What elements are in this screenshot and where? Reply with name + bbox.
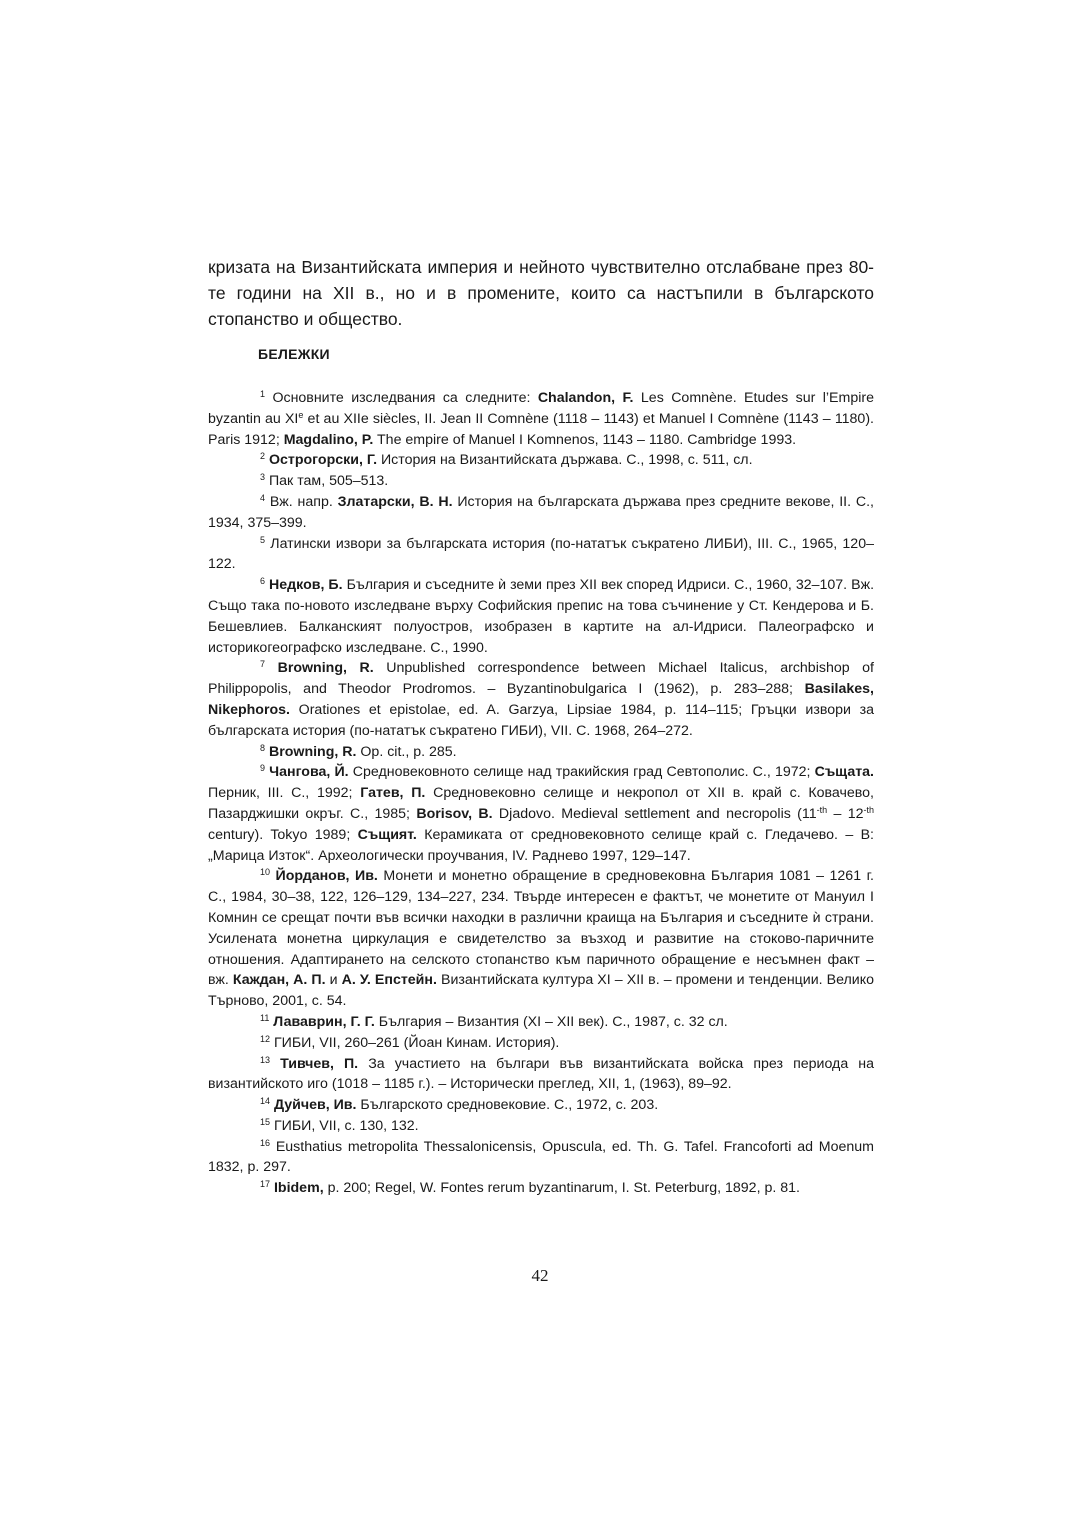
footnote-14 <box>208 1095 874 1116</box>
footnote-text: Djadovo. Medieval settlement and necropolis (11 <box>492 805 817 822</box>
footnote-author: Лававрин, Г. Г. <box>273 1013 375 1030</box>
footnote-number: 15 <box>260 1116 271 1127</box>
footnote-author: Ibidem, <box>273 1180 324 1197</box>
footnote-text: История на българската държава през средните векове, II. С., 1934, 375–399. <box>208 493 874 531</box>
page-number: 42 <box>531 1266 549 1285</box>
footnote-number: 16 <box>260 1137 271 1148</box>
footnote-author: Browning, R. <box>268 743 357 760</box>
footnote-3 <box>208 471 874 492</box>
superscript: -th <box>816 804 828 815</box>
footnote-7 <box>208 658 874 741</box>
footnote-text: Средновековното селище над тракийския град Севтополис. С., 1972; <box>348 764 815 781</box>
footnote-text: et au XIIe siècles, II. Jean II Comnène (1118 – 1143) et Manuel I Comnène (1143 – 1180). Paris 1912; <box>208 410 874 448</box>
footnote-author: Същият. <box>357 826 417 843</box>
footnote-text: Керамиката от средновековното селище край с. Гледачево. – В: „Марица Изток“. Археологически проучвания, IV. Раднево 1997, 129–147. <box>208 826 874 864</box>
footnote-author: Златарски, В. Н. <box>337 493 453 510</box>
footnote-9 <box>208 762 874 866</box>
footnote-text: The empire of Manuel I Komnenos, 1143 – 1180. Cambridge 1993. <box>373 431 797 448</box>
footnote-author: Каждан, А. П. <box>232 972 326 989</box>
footnote-text: Les Comnène. Etudes sur l’Empire byzantin au XI <box>208 390 874 427</box>
footnote-author: А. У. Епстейн. <box>341 972 437 989</box>
footnote-text: century). Tokyo 1989; <box>208 826 358 843</box>
footnote-number: 1 <box>260 389 266 399</box>
footnote-text: България – Византия (XI – XII век). С., 1987, с. 32 сл. <box>374 1013 728 1030</box>
footnote-text: Op. cit., p. 285. <box>356 743 457 760</box>
footnote-author: Йорданов, Ив. <box>275 868 378 885</box>
footnote-15 <box>208 1116 874 1137</box>
footnote-text: ГИБИ, VII, с. 130, 132. <box>273 1117 419 1134</box>
footnote-11 <box>208 1012 874 1033</box>
footnote-text: p. 200; Regel, W. Fontes rerum byzantinarum, I. St. Peterburg, 1892, p. 81. <box>323 1180 800 1197</box>
footnote-author: Basilakes, Nikephoros. <box>208 681 874 718</box>
footnote-16 <box>208 1137 874 1179</box>
footnote-number: 8 <box>260 742 266 753</box>
footnote-12 <box>208 1033 874 1054</box>
footnote-text: Eusthatius metropolita Thessalonicensis, Opuscula, ed. Th. G. Tafel. Francoforti ad Moenum 1832, p. 297. <box>208 1138 874 1176</box>
footnote-text: Вж. напр. <box>269 493 338 510</box>
footnote-text: За участието на българи във византийската войска през периода на византийското иго (1018 – 1185 г.). – Исторически преглед, XII, 1, (1963), 89–92. <box>208 1055 875 1093</box>
footnote-text: България и съседните ѝ земи през XII век според Идриси. С., 1960, 32–107. Вж. Също така по-новото изследване върху Софийския препис на това съчинение у Ст. Кендерова и Б. Бешевлиев. Балканският полуостров, изобразен в картите на ал-Идриси. Палеографско и историкогеографско изследване. С., 1990. <box>208 577 875 656</box>
footnote-number: 10 <box>260 867 271 878</box>
footnote-author: Magdalino, P. <box>283 431 374 448</box>
notes-heading: БЕЛЕЖКИ <box>258 346 330 362</box>
footnote-author: Чангова, Й. <box>269 764 349 781</box>
footnote-text: Unpublished correspondence between Michael Italicus, archbishop of Philippopolis, and Theodor Prodromos. – Byzantinobulgarica I (1962), p. 283–288; <box>208 660 875 698</box>
footnote-author: Chalandon, F. <box>537 390 634 406</box>
footnote-13 <box>208 1054 874 1096</box>
footnote-number: 9 <box>260 763 266 774</box>
footnote-text: Средновековно селище и некропол от XII в. край с. Ковачево, Пазарджишки окръг. С., 1985; <box>208 785 874 822</box>
footnote-5 <box>208 534 874 576</box>
footnote-text: Монети и монетно обращение в средновековна България 1081 – 1261 г. С., 1984, 30–38, 122, 126–129, 134–227, 234. Твърде интересен е фактът, че монетите от Мануил I Комнин се срещат почти във всички находки в различни краища на България и съседните ѝ страни. Усилената монетна циркулация е свидетелство за възход и развитие на стоково-паричните отношения. Адаптирането на селското стопанство към паричното обращение е несъмнен факт – вж. <box>208 868 874 989</box>
footnote-author: Острогорски, Г. <box>268 452 378 469</box>
superscript: e <box>298 409 304 420</box>
footnote-8 <box>208 742 874 763</box>
footnote-number: 17 <box>260 1179 271 1190</box>
footnote-2 <box>208 450 874 471</box>
footnote-text: Византийската култура XI – XII в. – промени и тенденции. Велико Търново, 2001, с. 54. <box>208 972 874 1010</box>
footnote-author: Дуйчев, Ив. <box>273 1097 357 1114</box>
footnote-number: 4 <box>260 492 266 503</box>
footnote-text: ГИБИ, VII, 260–261 (Йоан Кинам. История). <box>273 1034 560 1051</box>
footnotes-list <box>208 388 874 1199</box>
footnote-author: Същата. <box>814 764 874 781</box>
footnote-number: 11 <box>260 1012 270 1023</box>
footnote-author: Недков, Б. <box>269 577 343 594</box>
body-paragraph: кризата на Византийската империя и нейното чувствително отслабване през 80-те години на XII в., но и в промените, които са настъпили в българското стопанство и общество. <box>208 257 874 329</box>
footnote-author: Borisov, B. <box>416 805 493 822</box>
footnote-number: 2 <box>260 451 266 462</box>
footnote-text: и <box>325 972 342 989</box>
footnote-number: 6 <box>260 576 266 587</box>
footnote-number: 12 <box>260 1033 271 1044</box>
footnote-text: Основните изследвания са следните: <box>272 390 538 406</box>
superscript: -th <box>863 804 875 815</box>
footnote-text: Пак там, 505–513. <box>268 473 389 490</box>
footnote-text: Латински извори за българската история (по-нататък съкратено ЛИБИ), III. С., 1965, 120–122. <box>208 535 874 573</box>
footnote-number: 14 <box>260 1096 271 1107</box>
footnote-number: 5 <box>260 534 266 545</box>
footnote-text: Българското средновековие. С., 1972, с. 203. <box>356 1097 659 1114</box>
footnote-17 <box>208 1178 874 1199</box>
footnote-10 <box>208 866 874 1012</box>
footnote-text: – 12 <box>827 805 864 822</box>
footnote-text: Orationes et epistolae, ed. A. Garzya, Lipsiae 1984, p. 114–115; Гръцки извори за българската история (по-нататък съкратено ГИБИ), VII. С. 1968, 264–272. <box>208 701 874 739</box>
footnote-author: Тивчев, П. <box>280 1055 359 1072</box>
footnote-text: История на Византийската държава. С., 1998, с. 511, сл. <box>377 452 753 469</box>
footnote-number: 7 <box>260 659 266 670</box>
footnote-6 <box>208 575 874 658</box>
footnote-4 <box>208 492 874 534</box>
footnote-author: Гатев, П. <box>360 785 426 802</box>
footnote-number: 13 <box>260 1054 271 1065</box>
footnote-author: Browning, R. <box>277 660 374 677</box>
footnote-1 <box>208 388 874 450</box>
footnote-number: 3 <box>260 472 266 483</box>
footnote-text: Перник, III. С., 1992; <box>208 785 361 802</box>
